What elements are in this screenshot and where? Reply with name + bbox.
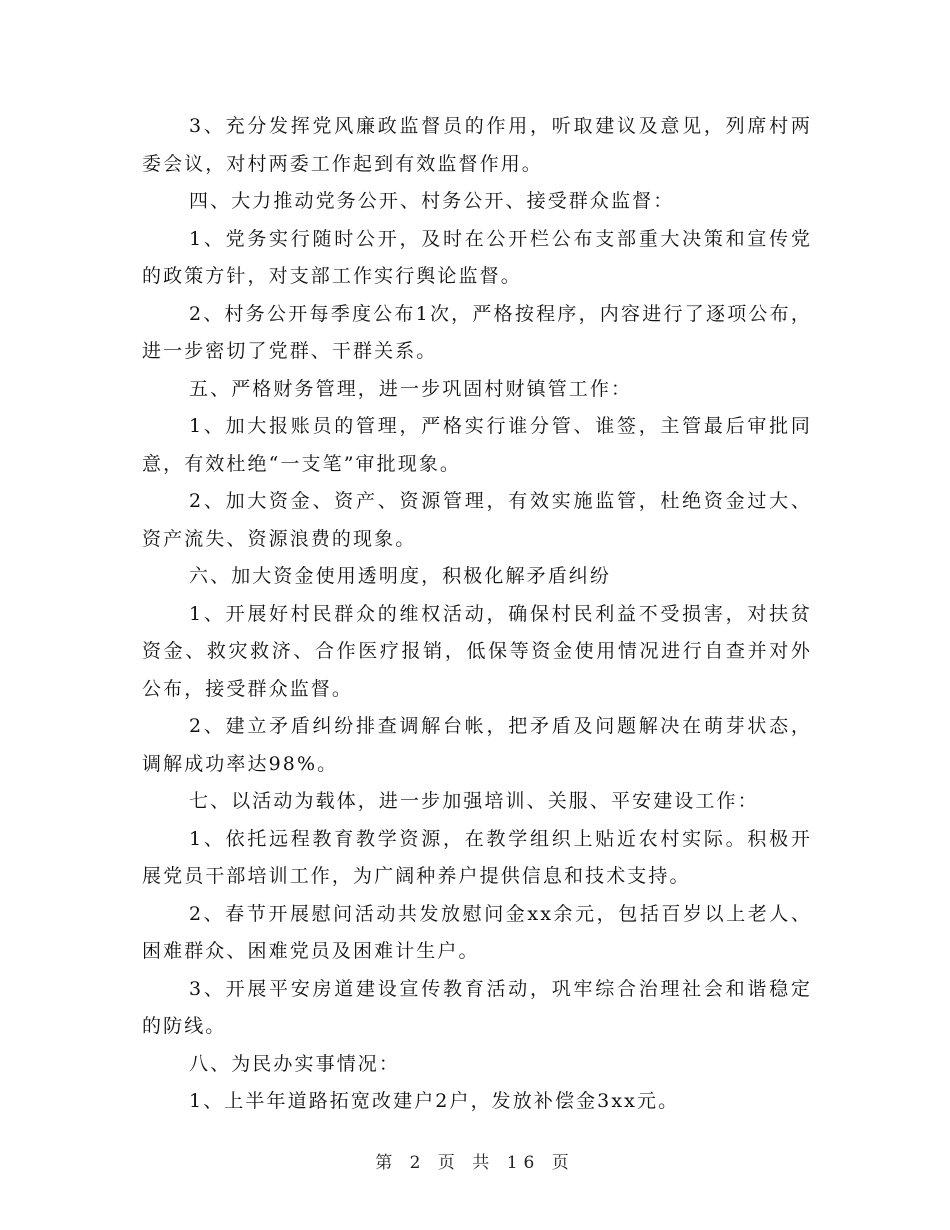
section-heading: 四、大力推动党务公开、村务公开、接受群众监督： [189,190,675,212]
paragraph: 2、村务公开每季度公布1次，严格按程序，内容进行了逐项公布，进一步密切了党群、干群关系。 [142,302,812,362]
paragraph: 3、开展平安房道建设宣传教育活动，巩牢综合治理社会和谐稳定的防线。 [142,977,812,1037]
paragraph: 1、开展好村民群众的维权活动，确保村民利益不受损害，对扶贫资金、救灾救济、合作医疗报销，低保等资金使用情况进行自查并对外公布，接受群众监督。 [142,602,812,700]
section-heading: 八、为民办实事情况： [189,1052,401,1075]
paragraph: 3、充分发挥党风廉政监督员的作用，听取建议及意见，列席村两委会议，对村两委工作起到有效监督作用。 [142,115,812,175]
paragraph: 2、建立矛盾纠纷排查调解台帐，把矛盾及问题解决在萌芽状态，调解成功率达98%。 [142,715,812,775]
paragraph: 1、加大报账员的管理，严格实行谁分管、谁签，主管最后审批同意，有效杜绝“一支笔”审批现象。 [142,415,812,475]
paragraph: 2、春节开展慰问活动共发放慰问金xx余元，包括百岁以上老人、困难群众、困难党员及困难计生户。 [142,902,812,962]
section-heading: 六、加大资金使用透明度，积极化解矛盾纠纷 [189,565,612,587]
paragraph: 1、上半年道路拓宽改建户2户，发放补偿金3xx元。 [189,1090,680,1112]
paragraph: 1、依托远程教育教学资源，在教学组织上贴近农村实际。积极开展党员干部培训工作，为广阔种养户提供信息和技术支持。 [142,827,812,887]
document-body [142,108,812,1121]
page-number-footer: 第 2 页 共 16 页 [375,1153,575,1173]
section-heading: 五、严格财务管理，进一步巩固村财镇管工作： [189,377,633,400]
section-heading: 七、以活动为载体，进一步加强培训、关服、平安建设工作： [189,790,759,812]
paragraph: 2、加大资金、资产、资源管理，有效实施监管，杜绝资金过大、资产流失、资源浪费的现象。 [142,490,812,550]
paragraph: 1、党务实行随时公开，及时在公开栏公布支部重大决策和宣传党的政策方针，对支部工作实行舆论监督。 [142,227,812,287]
